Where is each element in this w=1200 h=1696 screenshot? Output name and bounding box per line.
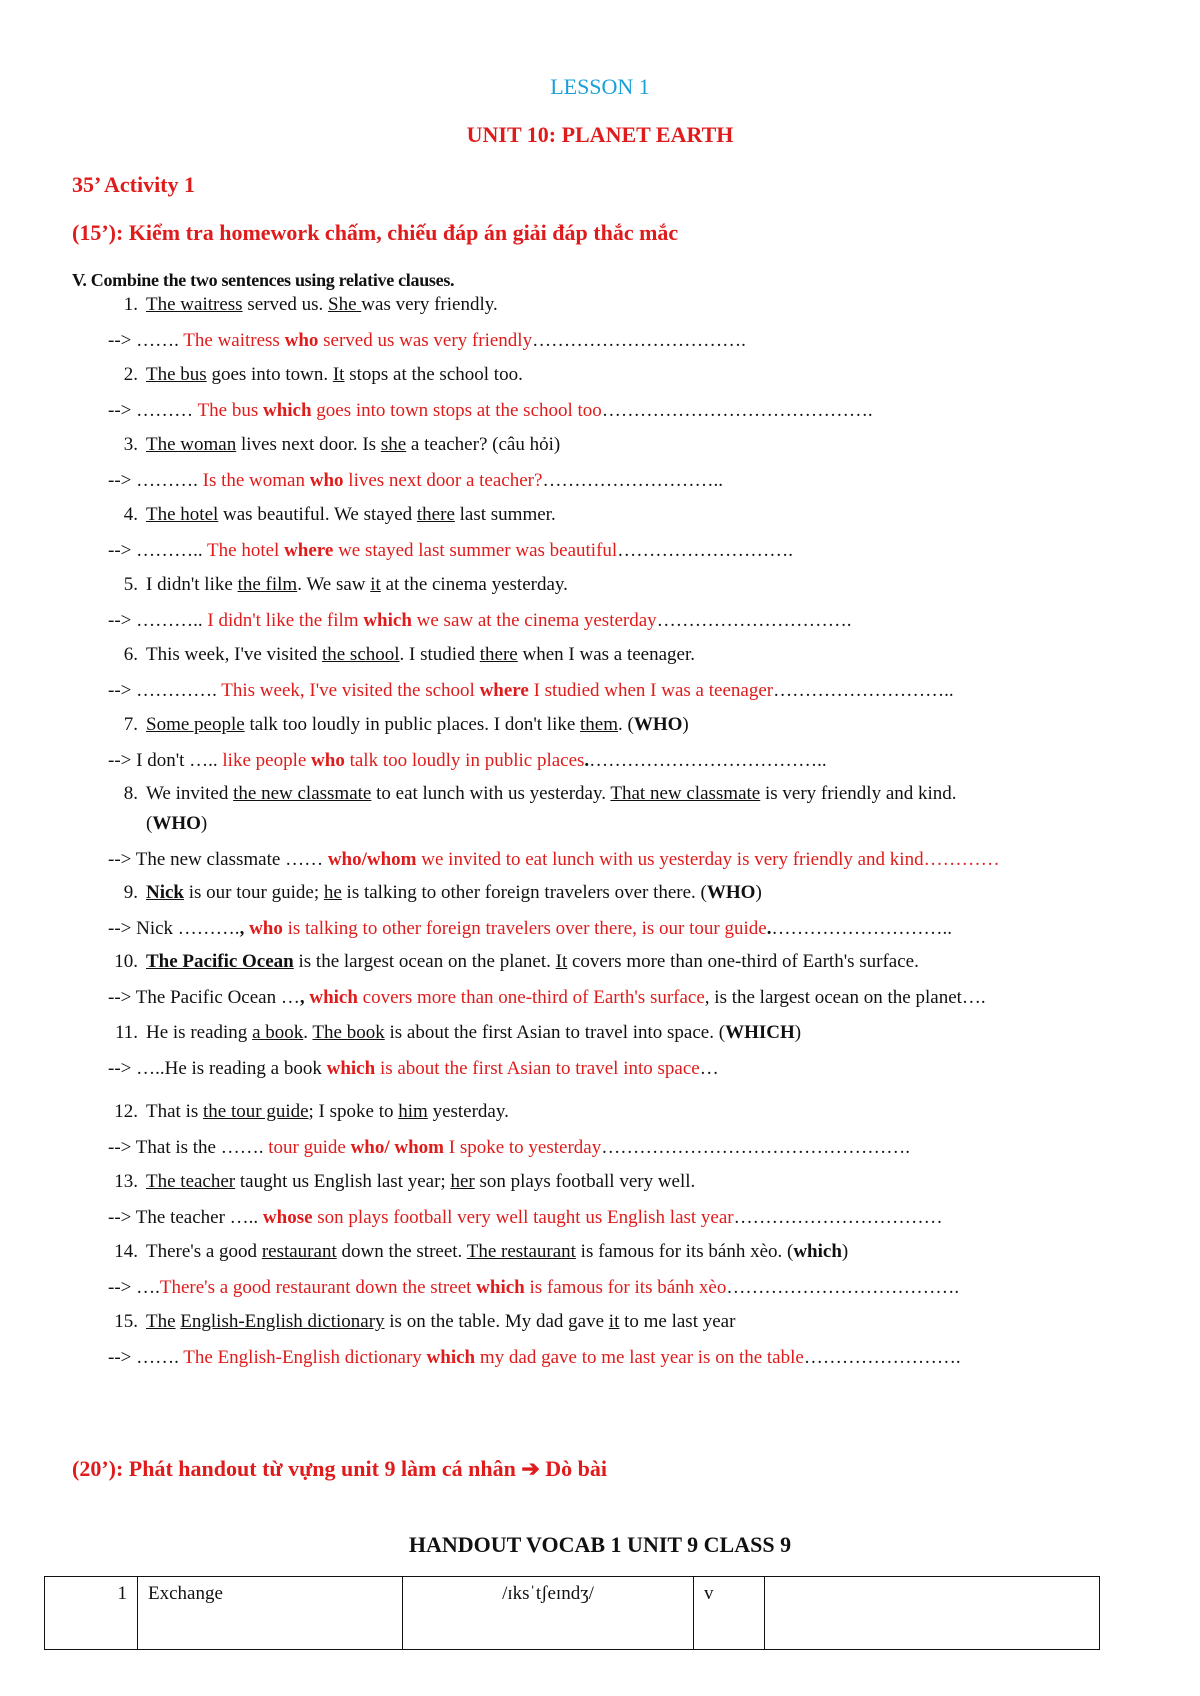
question-number: 11. xyxy=(114,1022,138,1043)
lesson-title: LESSON 1 xyxy=(550,74,650,99)
text-run: talk too loudly in public places. I don't like xyxy=(244,714,581,735)
question-text xyxy=(146,1101,509,1123)
text-run: The restaurant xyxy=(466,1241,576,1262)
exercise-answer xyxy=(108,400,873,422)
text-run: WHO xyxy=(633,714,683,735)
question-text xyxy=(146,1171,695,1193)
question-text xyxy=(146,951,919,973)
text-run: . xyxy=(584,750,590,771)
text-run: my dad gave to me last year is on the table xyxy=(475,1347,804,1368)
text-run: ……………………….. xyxy=(773,680,954,701)
question-text xyxy=(146,644,695,666)
exercise-answer xyxy=(108,918,952,940)
text-run: lives next door. Is xyxy=(236,434,381,455)
text-run: which xyxy=(363,610,412,631)
text-run: , xyxy=(239,918,250,939)
text-run: …………………………………………. xyxy=(601,1137,910,1158)
text-run: was beautiful. We stayed xyxy=(218,504,417,525)
question-number: 15. xyxy=(114,1311,138,1332)
text-run: where xyxy=(479,680,529,701)
question-text xyxy=(146,364,523,386)
text-run: . xyxy=(303,1022,313,1043)
question-number: 9. xyxy=(123,882,138,903)
text-run: ……………………….. xyxy=(542,470,723,491)
question-number: 8. xyxy=(123,783,138,804)
text-run: The woman xyxy=(146,434,237,455)
text-run: --> The Pacific Ocean … xyxy=(108,987,300,1008)
text-run: he xyxy=(323,882,342,903)
text-run: WHICH xyxy=(725,1022,795,1043)
text-run: is famous for its bánh xèo xyxy=(524,1277,727,1298)
text-run: …………………………. xyxy=(656,610,852,631)
text-run: --> …..He is reading a book xyxy=(108,1058,327,1079)
text-run: ……………………………….. xyxy=(589,750,827,771)
question-number: 6. xyxy=(123,644,138,665)
text-run: The book xyxy=(312,1022,385,1043)
text-run: it xyxy=(608,1311,620,1332)
text-run: she xyxy=(380,434,407,455)
question-text xyxy=(146,504,556,526)
text-run: The xyxy=(146,1311,176,1332)
exercise-answer xyxy=(108,987,986,1009)
text-run: He is reading xyxy=(146,1022,253,1043)
text-run: a teacher? (câu hỏi) xyxy=(406,434,561,455)
question-text xyxy=(146,1022,801,1044)
text-run: ; I spoke to xyxy=(308,1101,399,1122)
text-run: is our tour guide; xyxy=(184,882,324,903)
text-run: which xyxy=(793,1241,842,1262)
text-run: . xyxy=(766,918,772,939)
question-text xyxy=(146,783,957,805)
question-number: 3. xyxy=(123,434,138,455)
text-run: English-English dictionary xyxy=(180,1311,385,1332)
text-run: There's a good xyxy=(146,1241,262,1262)
vocab-row xyxy=(45,1577,1100,1650)
question-number: 4. xyxy=(123,504,138,525)
text-run: it xyxy=(370,574,381,595)
text-run: whose xyxy=(262,1207,313,1228)
text-run: That is xyxy=(146,1101,203,1122)
text-run: is very friendly and kind. xyxy=(760,783,957,804)
text-run: last summer. xyxy=(454,504,556,525)
text-run: ) xyxy=(755,882,762,903)
text-run: I didn't like xyxy=(146,574,238,595)
text-run: ……………………………. xyxy=(532,330,746,351)
text-run: , xyxy=(299,987,310,1008)
text-run: him xyxy=(398,1101,428,1122)
text-run: This week, I've visited the school xyxy=(221,680,480,701)
text-run: ( xyxy=(146,813,153,834)
text-run: stops at the school too. xyxy=(344,364,523,385)
text-run: which xyxy=(262,400,312,421)
text-run: . ( xyxy=(618,714,634,735)
text-run: The hotel xyxy=(146,504,219,525)
text-run: where xyxy=(284,540,334,561)
text-run: . I studied xyxy=(399,644,480,665)
text-run: is about the first Asian to travel into space. ( xyxy=(384,1022,726,1043)
text-run: is talking to other foreign travelers over there. ( xyxy=(341,882,707,903)
text-run: who xyxy=(309,470,344,491)
text-run: a book xyxy=(252,1022,304,1043)
text-run: the tour guide xyxy=(203,1101,309,1122)
text-run: ) xyxy=(794,1022,802,1043)
text-run: covers more than one-third of Earth's surface xyxy=(357,987,705,1008)
text-run: the film xyxy=(237,574,298,595)
text-run: goes into town stops at the school too xyxy=(311,400,602,421)
text-run: The hotel xyxy=(207,540,285,561)
text-run: her xyxy=(450,1171,475,1192)
exercise-answer xyxy=(108,1347,961,1369)
text-run: --> Nick ………. xyxy=(108,918,240,939)
question-text xyxy=(146,1241,848,1263)
text-run: who/ whom xyxy=(350,1137,444,1158)
text-run: talk too loudly in public places xyxy=(344,750,585,771)
text-run: is the largest ocean on the planet. xyxy=(293,951,556,972)
text-run: I spoke to yesterday xyxy=(444,1137,602,1158)
text-run: ……………………. xyxy=(803,1347,961,1368)
text-run: I didn't like the film xyxy=(207,610,364,631)
text-run: yesterday. xyxy=(427,1101,509,1122)
text-run: is about the first Asian to travel into space xyxy=(375,1058,700,1079)
question-number: 14. xyxy=(114,1241,138,1262)
text-run: The bus xyxy=(146,364,207,385)
text-run: who xyxy=(311,750,345,771)
text-run: served us was very friendly xyxy=(318,330,533,351)
exercise-answer xyxy=(108,1207,943,1229)
activity-heading: 35’ Activity 1 xyxy=(72,172,196,197)
text-run: covers more than one-third of Earth's surface. xyxy=(567,951,919,972)
text-run: is talking to other foreign travelers over there, is our tour guide xyxy=(282,918,767,939)
text-run: is famous for its bánh xèo. ( xyxy=(575,1241,794,1262)
text-run: …………………………… xyxy=(733,1207,943,1228)
text-run: like people xyxy=(222,750,312,771)
text-run: WHO xyxy=(706,882,756,903)
text-run: . We saw xyxy=(297,574,371,595)
question-text xyxy=(146,574,568,596)
text-run: --> ……….. xyxy=(108,610,208,631)
question-text xyxy=(146,714,689,736)
text-run: ……………………………………. xyxy=(601,400,873,421)
text-run: The waitress xyxy=(183,330,285,351)
text-run: down the street. xyxy=(336,1241,467,1262)
text-run: is on the table. My dad gave xyxy=(384,1311,609,1332)
text-run: Nick xyxy=(146,882,184,903)
question-number: 7. xyxy=(123,714,138,735)
text-run: I studied when I was a teenager xyxy=(528,680,774,701)
text-run: --> That is the ……. xyxy=(108,1137,269,1158)
text-run: --> ……. xyxy=(108,330,184,351)
text-run: we saw at the cinema yesterday xyxy=(411,610,657,631)
text-run: It xyxy=(332,364,345,385)
text-run: The bus xyxy=(197,400,263,421)
text-run: who/whom xyxy=(327,849,417,870)
text-run: ………………………. xyxy=(617,540,793,561)
text-run: at the cinema yesterday. xyxy=(380,574,568,595)
exercise-instruction: V. Combine the two sentences using relative clauses. xyxy=(72,270,455,290)
text-run: --> ……… xyxy=(108,400,198,421)
text-run: There's a good restaurant down the street xyxy=(159,1277,477,1298)
vocab-type: v xyxy=(694,1577,765,1650)
exercise-answer xyxy=(108,540,793,562)
question-text xyxy=(146,294,498,316)
handout-note: (20’): Phát handout từ vựng unit 9 làm cá nhân ➔ Dò bài xyxy=(72,1456,608,1481)
text-run: who xyxy=(249,918,283,939)
text-run: --> ……. xyxy=(108,1347,184,1368)
vocab-table xyxy=(44,1576,1100,1650)
text-run: --> I don't ….. xyxy=(108,750,223,771)
text-run: --> The new classmate …… xyxy=(108,849,328,870)
text-run: --> The teacher ….. xyxy=(108,1207,263,1228)
question-number: 1. xyxy=(123,294,138,315)
text-run: who xyxy=(284,330,319,351)
vocab-number: 1 xyxy=(45,1577,138,1650)
text-run: taught us English last year; xyxy=(235,1171,451,1192)
text-run: WHO xyxy=(152,813,201,834)
text-run: was very friendly. xyxy=(361,294,498,315)
text-run: … xyxy=(699,1058,719,1079)
exercise-answer xyxy=(108,750,827,772)
text-run: goes into town. xyxy=(206,364,333,385)
text-run: restaurant xyxy=(261,1241,337,1262)
handout-title: HANDOUT VOCAB 1 UNIT 9 CLASS 9 xyxy=(408,1532,792,1557)
text-run: , is the largest ocean on the planet…. xyxy=(704,987,986,1008)
question-text xyxy=(146,1311,735,1333)
text-run: son plays football very well. xyxy=(474,1171,696,1192)
text-run: to eat lunch with us yesterday. xyxy=(371,783,611,804)
text-run: ………………………………. xyxy=(726,1277,960,1298)
text-run: when I was a teenager. xyxy=(517,644,696,665)
homework-check-heading: (15’): Kiểm tra homework chấm, chiếu đáp án giải đáp thắc mắc xyxy=(72,220,679,245)
text-run: we invited to eat lunch with us yesterday is very friendly and kind………… xyxy=(416,849,1000,870)
question-text xyxy=(146,434,560,456)
question-number: 5. xyxy=(123,574,138,595)
question-number: 13. xyxy=(114,1171,138,1192)
exercise-answer xyxy=(108,330,746,352)
unit-title: UNIT 10: PLANET EARTH xyxy=(466,122,734,147)
text-run: --> …………. xyxy=(108,680,222,701)
vocab-ipa: /ɪksˈtʃeɪndʒ/ xyxy=(403,1577,694,1650)
text-run: the new classmate xyxy=(233,783,372,804)
exercise-answer xyxy=(108,1058,719,1080)
text-run: The teacher xyxy=(146,1171,236,1192)
text-run: ) xyxy=(682,714,689,735)
text-run: which xyxy=(326,1058,376,1079)
exercise-answer xyxy=(108,680,954,702)
exercise-answer xyxy=(108,610,851,632)
question-text xyxy=(146,882,762,904)
text-run: We invited xyxy=(146,783,234,804)
text-run: which xyxy=(309,987,358,1008)
text-run: She xyxy=(328,294,362,315)
text-run: which xyxy=(426,1347,476,1368)
text-run: --> ………. xyxy=(108,470,203,491)
text-run: Some people xyxy=(146,714,245,735)
question-text xyxy=(146,813,207,835)
text-run: Is the woman xyxy=(202,470,310,491)
text-run: lives next door a teacher? xyxy=(343,470,543,491)
text-run: served us. xyxy=(242,294,329,315)
question-number: 10. xyxy=(114,951,138,972)
text-run: which xyxy=(476,1277,525,1298)
text-run: --> …. xyxy=(108,1277,160,1298)
text-run: there xyxy=(416,504,455,525)
vocab-meaning xyxy=(765,1577,1100,1650)
text-run: --> ……….. xyxy=(108,540,208,561)
text-run: to me last year xyxy=(619,1311,736,1332)
text-run: The Pacific Ocean xyxy=(146,951,294,972)
text-run: we stayed last summer was beautiful xyxy=(333,540,618,561)
text-run: tour guide xyxy=(268,1137,351,1158)
text-run: the school xyxy=(321,644,400,665)
text-run: The waitress xyxy=(146,294,243,315)
text-run: son plays football very well taught us English last year xyxy=(312,1207,734,1228)
exercise-answer xyxy=(108,1137,910,1159)
question-number: 12. xyxy=(114,1101,138,1122)
text-run: This week, I've visited xyxy=(146,644,322,665)
exercise-answer xyxy=(108,849,1000,871)
text-run: ) xyxy=(200,813,208,834)
text-run: them xyxy=(580,714,619,735)
vocab-word: Exchange xyxy=(138,1577,403,1650)
text-run: That new classmate xyxy=(610,783,761,804)
text-run: there xyxy=(479,644,518,665)
text-run: The English-English dictionary xyxy=(183,1347,427,1368)
text-run: ) xyxy=(841,1241,849,1262)
exercise-answer xyxy=(108,1277,959,1299)
exercise-answer xyxy=(108,470,723,492)
question-number: 2. xyxy=(123,364,138,385)
text-run: ……………………….. xyxy=(771,918,952,939)
text-run: It xyxy=(555,951,568,972)
